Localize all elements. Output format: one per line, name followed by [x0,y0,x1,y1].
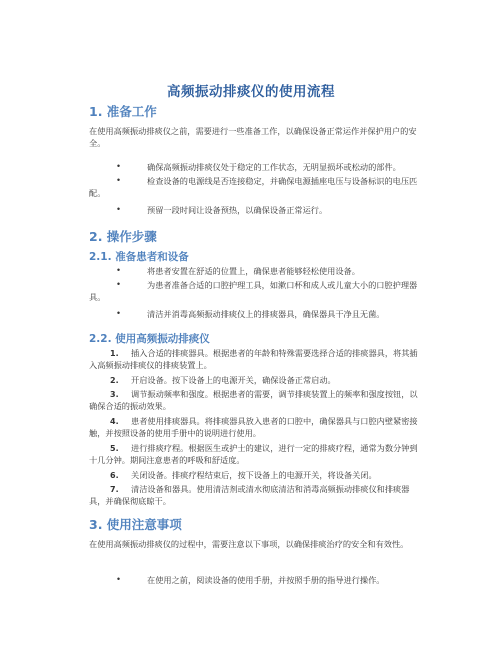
step-number: 4. [110,417,119,426]
step-number: 5. [110,444,119,453]
bullet-icon: • [116,176,122,186]
list-item: • 检查设备的电源线是否连接稳定，并确保电源插座电压与设备标识的电压匹配。 [89,176,418,198]
list-item: 1. 插入合适的排痰器具。根据患者的年龄和特殊需要选择合适的排痰器具，将其插入高频振动排痰仪的排痰装置上。 [89,348,418,370]
section-1-heading: 1. 准备工作 [89,104,157,119]
section-3-heading: 3. 使用注意事项 [89,517,182,532]
list-item: • 预留一段时间让设备预热，以确保设备正常运行。 [116,205,328,215]
step-number: 7. [110,485,119,494]
section-3-intro: 在使用高频振动排痰仪的过程中，需要注意以下事项，以确保排痰治疗的安全和有效性。 [89,539,409,549]
list-item: 7. 清洁设备和器具。使用清洁剂或清水彻底清洁和消毒高频振动排痰仪和排痰器具，并确保彻底晾干。 [89,484,410,506]
list-item: • 为患者准备合适的口腔护理工具，如漱口杯和成人或儿童大小的口腔护理器具。 [89,280,418,302]
list-item: 5. 进行排痰疗程。根据医生或护士的建议，进行一定的排痰疗程，通常为数分钟到十几分钟。期间注意患者的呼吸和舒适度。 [89,443,418,465]
list-item: 4. 患者使用排痰器具。将排痰器具放入患者的口腔中，确保器具与口腔内壁紧密接触，并按照设备的使用手册中的说明进行使用。 [89,416,418,438]
bullet-icon: • [116,280,122,290]
subsection-2-1-heading: 2.1. 准备患者和设备 [89,251,189,263]
list-item: • 将患者安置在舒适的位置上，确保患者能够轻松使用设备。 [116,266,360,276]
section-1-intro: 在使用高频振动排痰仪之前，需要进行一些准备工作，以确保设备正常运作并保护用户的安全。 [89,126,417,148]
list-item: • 清洁并消毒高频振动排痰仪上的排痰器具，确保器具干净且无菌。 [116,309,385,319]
section-2-heading: 2. 操作步骤 [89,229,157,244]
step-number: 6. [110,471,119,480]
list-item: 3. 调节振动频率和强度。根据患者的需要，调节排痰装置上的频率和强度按钮，以确保合适的振动效果。 [89,389,418,411]
list-item: • 在使用之前，阅读设备的使用手册，并按照手册的指导进行操作。 [116,575,385,585]
list-item: • 确保高频振动排痰仪处于稳定的工作状态，无明显损坏或松动的部件。 [116,162,401,172]
bullet-icon: • [116,205,122,215]
list-item: 6. 关闭设备。排痰疗程结束后，按下设备上的电源开关，将设备关闭。 [110,470,377,480]
bullet-icon: • [116,575,122,585]
bullet-icon: • [116,162,122,172]
step-number: 2. [110,376,119,385]
bullet-icon: • [116,266,122,276]
step-number: 1. [110,349,119,358]
list-item: 2. 开启设备。按下设备上的电源开关，确保设备正常启动。 [110,375,336,385]
bullet-icon: • [116,309,122,319]
subsection-2-2-heading: 2.2. 使用高频振动排痰仪 [89,333,210,345]
step-number: 3. [110,390,119,399]
document-title: 高频振动排痰仪的使用流程 [167,84,335,100]
